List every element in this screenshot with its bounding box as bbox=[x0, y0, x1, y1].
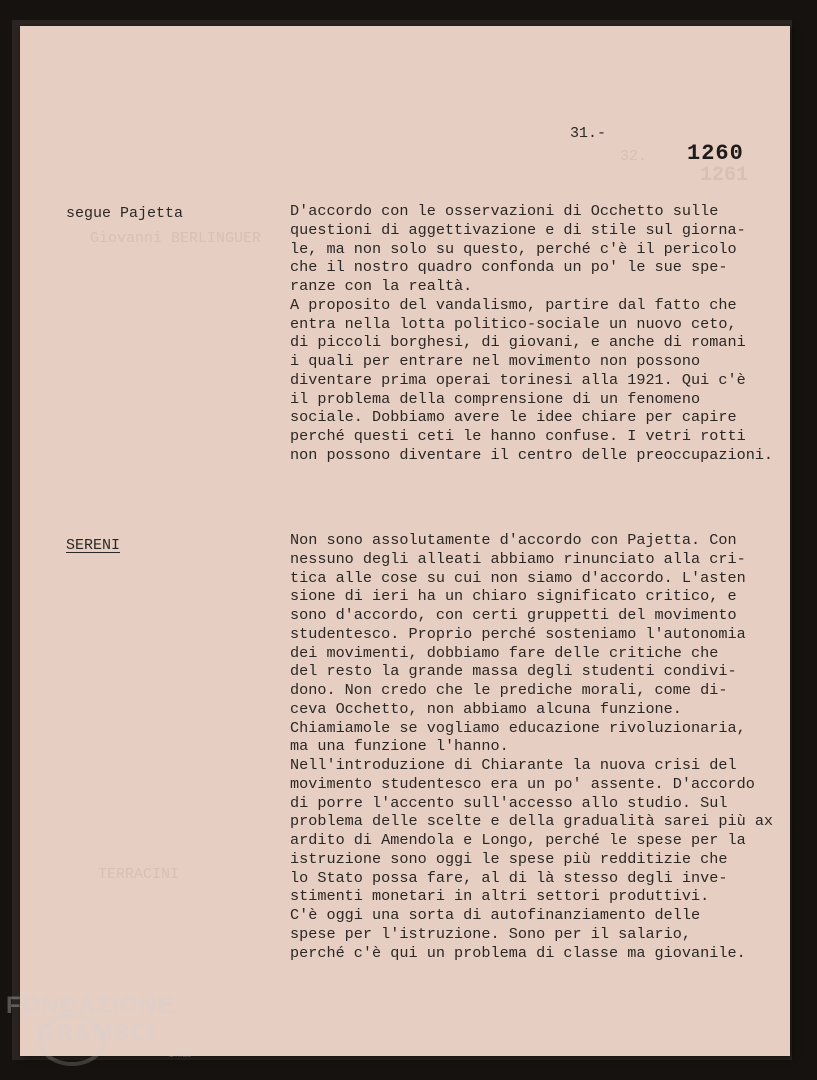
text-line: del resto la grande massa degli studenti condivi- bbox=[290, 662, 737, 681]
text-line: Nell'introduzione di Chiarante la nuova crisi del bbox=[290, 756, 737, 774]
text-line: stimenti monetari in altri settori produttivi. bbox=[290, 887, 710, 906]
text-line: questioni di aggettivazione e di stile sul giorna- bbox=[290, 220, 746, 239]
speaker-label-sereni: SERENI bbox=[66, 537, 121, 554]
text-line: perché questi ceti le hanno confuse. I vetri rotti bbox=[290, 427, 746, 445]
text-line: D'accordo con le osservazioni di Occhetto sulle bbox=[290, 202, 719, 220]
text-line: movimento studentesco era un po' assente. D'accordo bbox=[290, 774, 755, 793]
text-line: ardito di Amendola e Longo, perché le spese per la bbox=[290, 831, 746, 849]
text-line: ranze con la realtà. bbox=[290, 277, 473, 295]
watermark-line1: FONDAZIONE bbox=[6, 992, 175, 1019]
text-line: A proposito del vandalismo, partire dal fatto che bbox=[290, 295, 737, 314]
text-line: il problema della comprensione di un fenomeno bbox=[290, 389, 701, 408]
text-line: Non sono assolutamente d'accordo con Pajetta. Con bbox=[290, 531, 737, 549]
text-line: dei movimenti, dobbiamo fare delle critiche che bbox=[290, 643, 719, 662]
watermark-line2: GRAMSCI bbox=[36, 1020, 157, 1047]
text-line: perché c'è qui un problema di classe ma giovanile. bbox=[290, 943, 746, 962]
page-number-stamp: 1260 bbox=[687, 141, 744, 166]
text-line: di porre l'accento sull'accesso allo studio. Sul bbox=[290, 793, 728, 812]
text-line: tica alle cose su cui non siamo d'accordo. L'asten bbox=[290, 568, 746, 587]
text-line: lo Stato possa fare, al di là stesso degli inve- bbox=[290, 868, 728, 887]
page-number-small: 31.- bbox=[570, 125, 607, 142]
text-line: studentesco. Proprio perché sosteniamo l'autonomia bbox=[290, 624, 746, 643]
text-line: sociale. Dobbiamo avere le idee chiare per capire bbox=[290, 408, 737, 427]
text-line: dono. Non credo che le prediche morali, come di- bbox=[290, 681, 728, 699]
paragraph-pajetta bbox=[290, 202, 790, 465]
text-line: che il nostro quadro confonda un po' le sue spe- bbox=[290, 258, 728, 277]
watermark-line3: Onlus bbox=[168, 1049, 192, 1059]
text-line: i quali per entrare nel movimento non possono bbox=[290, 352, 701, 370]
text-line: nessuno degli alleati abbiamo rinunciato alla cri- bbox=[290, 549, 746, 568]
text-line: ceva Occhetto, non abbiamo alcuna funzione. bbox=[290, 699, 682, 718]
fondazione-gramsci-watermark bbox=[6, 992, 216, 1072]
text-line: entra nella lotta politico-sociale un nuovo ceto, bbox=[290, 314, 737, 333]
speaker-label-pajetta: segue Pajetta bbox=[66, 205, 184, 222]
bleed-through-mark: Giovanni BERLINGUER bbox=[90, 230, 262, 247]
text-line: ma una funzione l'hanno. bbox=[290, 737, 509, 756]
text-line: sono d'accordo, con certi gruppetti del movimento bbox=[290, 606, 737, 624]
bleed-through-mark: TERRACINI bbox=[98, 866, 180, 883]
text-line: Chiamiamole se vogliamo educazione rivoluzionaria, bbox=[290, 718, 746, 737]
text-line: istruzione sono oggi le spese più redditizie che bbox=[290, 849, 728, 868]
text-line: le, ma non solo su questo, perché c'è il pericolo bbox=[290, 239, 737, 258]
paragraph-sereni bbox=[290, 531, 790, 962]
bleed-through-mark: 1261 bbox=[700, 164, 749, 187]
text-line: non possono diventare il centro delle preoccupazioni. bbox=[290, 445, 774, 464]
text-line: sione di ieri ha un chiaro significato critico, e bbox=[290, 587, 737, 606]
bleed-through-mark: 32. bbox=[620, 148, 648, 165]
text-line: diventare prima operai torinesi alla 1921. Qui c'è bbox=[290, 370, 746, 389]
text-line: problema delle scelte e della gradualità sarei più ax bbox=[290, 812, 774, 831]
text-line: spese per l'istruzione. Sono per il salario, bbox=[290, 924, 692, 943]
text-line: di piccoli borghesi, di giovani, e anche di romani bbox=[290, 333, 746, 352]
text-line: C'è oggi una sorta di autofinanziamento delle bbox=[290, 906, 701, 924]
